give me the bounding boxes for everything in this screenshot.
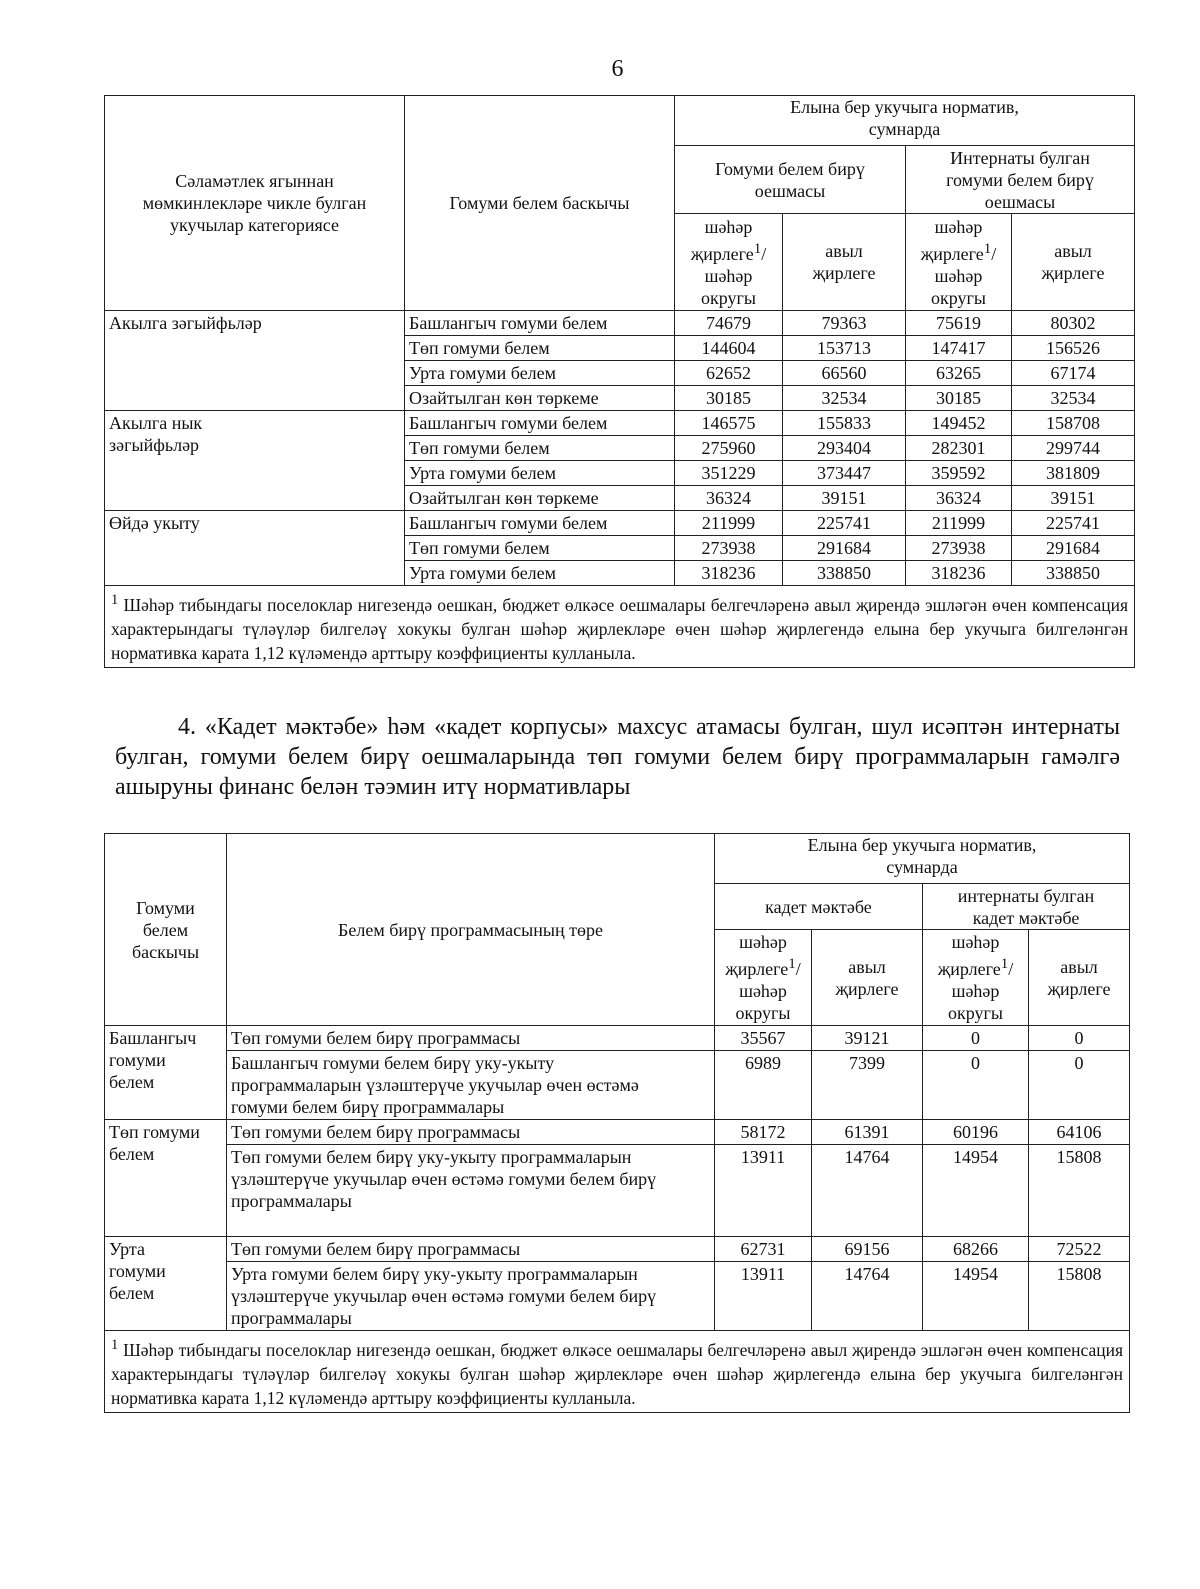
value-cell: 79363 [783, 311, 906, 336]
table-row [105, 1051, 1130, 1120]
footnote-mark: 1 [788, 956, 796, 972]
norms-table-disabilities [104, 95, 1135, 668]
level-cell: Башлангыч гомуми белем [405, 511, 675, 536]
value-cell: 351229 [675, 461, 783, 486]
norms-table-cadet [104, 833, 1130, 1413]
footnote-text: Шәһәр тибындагы поселоклар нигезендә оешкан, бюджет өлкәсе оешмалары белгечләренә авыл җирендә эшләгән өчен компенсация характерындагы түләүләр билгеләү хокукы булган шәһәр җирлекләре өчен шәһәр җирлегендә елына бер укучыга билгеләнгән нормативка карата 1,12 күләмендә арттыру коэффициенты кулланыла. [111, 1339, 1124, 1408]
table2-body [105, 1026, 1130, 1331]
value-cell: 318236 [906, 561, 1012, 586]
value-cell: 0 [923, 1026, 1029, 1051]
table-row [105, 1026, 1130, 1051]
program-cell: Урта гомуми белем бирү уку-укыту программаларын үзләштерүче укучылар өчен өстәмә гомуми белем бирү программалары [227, 1262, 715, 1331]
category-cell: Акылга зәгыйфьләр [105, 311, 405, 411]
value-cell: 155833 [783, 411, 906, 436]
value-cell: 67174 [1012, 361, 1135, 386]
value-cell: 30185 [675, 386, 783, 411]
value-cell: 74679 [675, 311, 783, 336]
header-group-general: Гомуми белем бирү оешмасы [675, 146, 906, 214]
footnote-mark: 1 [983, 240, 992, 257]
value-cell: 291684 [1012, 536, 1135, 561]
value-cell: 15808 [1029, 1262, 1130, 1331]
level-cell: Урта гомуми белем [405, 361, 675, 386]
value-cell: 14954 [923, 1262, 1029, 1331]
footnote-text: Шәһәр тибындагы поселоклар нигезендә оешкан, бюджет өлкәсе оешмалары белгечләренә авыл җирендә эшләгән өчен компенсация характерындагы түләүләр билгеләү хокукы булган шәһәр җирлекләре өчен шәһәр җирлегендә елына бер укучыга билгеләнгән нормативка карата 1,12 күләмендә арттыру коэффициенты кулланыла. [111, 594, 1129, 663]
level-cell: Урта гомуми белем [405, 561, 675, 586]
value-cell: 144604 [675, 336, 783, 361]
header-city [906, 214, 1012, 311]
category-cell: Акылга нык зәгыйфьләр [105, 411, 405, 511]
program-cell: Төп гомуми белем бирү программасы [227, 1120, 715, 1145]
table1-body [105, 311, 1135, 586]
footnote [105, 586, 1135, 668]
header-city-text: шәһәр җирлеге [690, 216, 754, 264]
value-cell: 158708 [1012, 411, 1135, 436]
level-cell: Башлангыч гомуми белем [405, 411, 675, 436]
header-norm: Елына бер укучыга норматив, сумнарда [715, 834, 1130, 884]
value-cell: 32534 [1012, 386, 1135, 411]
value-cell: 36324 [906, 486, 1012, 511]
value-cell: 35567 [715, 1026, 812, 1051]
page-number: 6 [611, 56, 624, 82]
value-cell: 13911 [715, 1262, 812, 1331]
value-cell: 62731 [715, 1237, 812, 1262]
value-cell: 211999 [675, 511, 783, 536]
value-cell: 0 [1029, 1051, 1130, 1120]
value-cell: 13911 [715, 1145, 812, 1237]
value-cell: 14764 [812, 1145, 923, 1237]
value-cell: 225741 [1012, 511, 1135, 536]
value-cell: 373447 [783, 461, 906, 486]
value-cell: 293404 [783, 436, 906, 461]
header-city-tail: / шәһәр округы [948, 959, 1014, 1023]
program-cell: Төп гомуми белем бирү уку-укыту программаларын үзләштерүче укучылар өчен өстәмә гомуми белем бирү программалары [227, 1145, 715, 1237]
value-cell: 149452 [906, 411, 1012, 436]
value-cell: 30185 [906, 386, 1012, 411]
value-cell: 14954 [923, 1145, 1029, 1237]
header-level: Гомуми белем баскычы [105, 834, 227, 1026]
value-cell: 318236 [675, 561, 783, 586]
header-category: Сәламәтлек ягыннан мөмкинлекләре чикле булган укучылар категориясе [105, 96, 405, 311]
value-cell: 6989 [715, 1051, 812, 1120]
value-cell: 39151 [783, 486, 906, 511]
value-cell: 39121 [812, 1026, 923, 1051]
header-group-boarding: Интернаты булган гомуми белем бирү оешмасы [906, 146, 1135, 214]
header-rural: авыл җирлеге [1029, 930, 1130, 1026]
value-cell: 69156 [812, 1237, 923, 1262]
value-cell: 338850 [1012, 561, 1135, 586]
value-cell: 66560 [783, 361, 906, 386]
table-row [105, 411, 1135, 436]
footnote-mark: 1 [111, 592, 119, 608]
table-row [105, 311, 1135, 336]
value-cell: 62652 [675, 361, 783, 386]
header-rural: авыл җирлеге [783, 214, 906, 311]
value-cell: 72522 [1029, 1237, 1130, 1262]
level-cell: Урта гомуми белем [105, 1237, 227, 1331]
value-cell: 299744 [1012, 436, 1135, 461]
value-cell: 80302 [1012, 311, 1135, 336]
header-city [675, 214, 783, 311]
value-cell: 156526 [1012, 336, 1135, 361]
value-cell: 381809 [1012, 461, 1135, 486]
value-cell: 39151 [1012, 486, 1135, 511]
level-cell: Башлангыч гомуми белем [405, 311, 675, 336]
category-cell: Өйдә укыту [105, 511, 405, 586]
value-cell: 68266 [923, 1237, 1029, 1262]
footnote-mark: 1 [753, 240, 762, 257]
header-level: Гомуми белем баскычы [405, 96, 675, 311]
value-cell: 146575 [675, 411, 783, 436]
value-cell: 0 [1029, 1026, 1130, 1051]
header-city-tail: / шәһәр округы [735, 959, 801, 1023]
level-cell: Башлангыч гомуми белем [105, 1026, 227, 1120]
header-city [923, 930, 1029, 1026]
level-cell: Озайтылган көн төркеме [405, 386, 675, 411]
footnote-mark: 1 [111, 1337, 119, 1353]
table-row [105, 1262, 1130, 1331]
value-cell: 225741 [783, 511, 906, 536]
footnote [105, 1331, 1130, 1413]
value-cell: 0 [923, 1051, 1029, 1120]
level-cell: Төп гомуми белем [405, 336, 675, 361]
table-row [105, 1145, 1130, 1237]
program-cell: Төп гомуми белем бирү программасы [227, 1026, 715, 1051]
value-cell: 58172 [715, 1120, 812, 1145]
value-cell: 338850 [783, 561, 906, 586]
header-rural: авыл җирлеге [1012, 214, 1135, 311]
program-cell: Төп гомуми белем бирү программасы [227, 1237, 715, 1262]
value-cell: 211999 [906, 511, 1012, 536]
header-program: Белем бирү программасының төре [227, 834, 715, 1026]
section-heading-paragraph: 4. «Кадет мәктәбе» һәм «кадет корпусы» махсус атамасы булган, шул исәптән интернаты булган, гомуми белем бирү оешмаларында төп гомуми белем бирү программаларын гамәлгә ашыруны финанс белән тәэмин итү нормативлары [115, 714, 1120, 800]
value-cell: 63265 [906, 361, 1012, 386]
level-cell: Озайтылган көн төркеме [405, 486, 675, 511]
header-city-tail: / шәһәр округы [931, 243, 997, 308]
value-cell: 14764 [812, 1262, 923, 1331]
level-cell: Төп гомуми белем [105, 1120, 227, 1237]
table-row [105, 1120, 1130, 1145]
value-cell: 60196 [923, 1120, 1029, 1145]
value-cell: 275960 [675, 436, 783, 461]
value-cell: 61391 [812, 1120, 923, 1145]
header-norm: Елына бер укучыга норматив, сумнарда [675, 96, 1135, 146]
header-city-text: шәһәр җирлеге [920, 216, 984, 264]
value-cell: 273938 [906, 536, 1012, 561]
footnote-mark: 1 [1000, 956, 1009, 972]
value-cell: 75619 [906, 311, 1012, 336]
value-cell: 64106 [1029, 1120, 1130, 1145]
value-cell: 282301 [906, 436, 1012, 461]
value-cell: 7399 [812, 1051, 923, 1120]
header-group-cadet-boarding: интернаты булган кадет мәктәбе [923, 884, 1130, 930]
value-cell: 273938 [675, 536, 783, 561]
header-city-text: шәһәр җирлеге [725, 932, 789, 979]
table-row [105, 511, 1135, 536]
value-cell: 153713 [783, 336, 906, 361]
header-city-text: шәһәр җирлеге [937, 932, 1001, 979]
value-cell: 147417 [906, 336, 1012, 361]
level-cell: Урта гомуми белем [405, 461, 675, 486]
value-cell: 36324 [675, 486, 783, 511]
header-city [715, 930, 812, 1026]
header-city-tail: / шәһәр округы [701, 243, 767, 308]
program-cell: Башлангыч гомуми белем бирү уку-укыту программаларын үзләштерүче укучылар өчен өстәмә гомуми белем бирү программалары [227, 1051, 715, 1120]
value-cell: 15808 [1029, 1145, 1130, 1237]
value-cell: 359592 [906, 461, 1012, 486]
level-cell: Төп гомуми белем [405, 536, 675, 561]
header-rural: авыл җирлеге [812, 930, 923, 1026]
value-cell: 32534 [783, 386, 906, 411]
level-cell: Төп гомуми белем [405, 436, 675, 461]
value-cell: 291684 [783, 536, 906, 561]
table-row [105, 1237, 1130, 1262]
header-group-cadet: кадет мәктәбе [715, 884, 923, 930]
